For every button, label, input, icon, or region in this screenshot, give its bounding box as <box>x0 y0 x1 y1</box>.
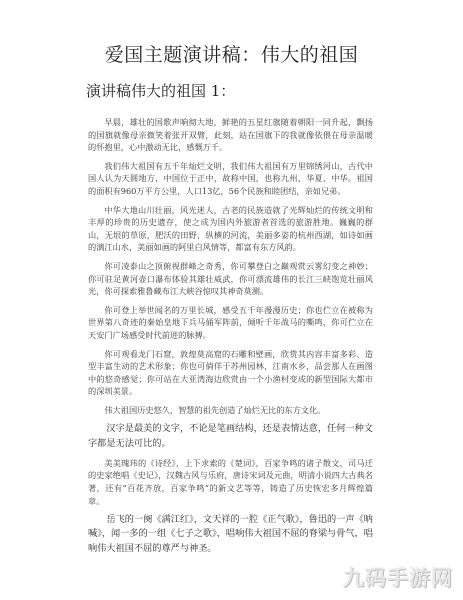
paragraph: 中华大地山川壮丽，风光迷人，古老的民族造就了光辉灿烂的传统文明和丰厚的珍贵的历史遗存，使之成为国内外旅游者首选的旅游胜地。巍巍的群山，无垠的草原，肥沃的田野，纵横的河流，美丽多姿的杭州西湖，如诗如画的漓江山水，美丽如画的阿里白风情等，都富有东方风韵。 <box>88 204 373 253</box>
paragraph: 伟大祖国历史悠久，智慧的祖先创造了灿烂无比的东方文化。 <box>104 404 326 415</box>
paragraph: 汉字是最美的文字，不论是笔画结构，还是表情达意，任何一种文字都是无法可比的。 <box>88 423 373 449</box>
paragraph: 早晨，雄壮的国歌声响彻大地，鲜艳的五星红旗随着朝阳一同升起，飘扬的国旗就像母亲微笑着张开双臂，此刻，站在国旗下的我就像依偎在母亲温暖的怀抱里，心中激动无比，感慨万千。 <box>88 117 373 153</box>
document-title: 爱国主题演讲稿：伟大的祖国 <box>104 44 359 66</box>
paragraph: 你可观看龙门石窟，敦煌莫高窟的石雕和壁画，欣赏其内容丰富多彩、造型丰富生动的艺术形象；你也可倘佯于苏州园林，江南水乡，品尝那人在画图中的悠奇感觉；你可站在大亚湾海边欣赏由一个小渔村变成的新型国际大都市的深圳美景。 <box>88 348 373 397</box>
section-heading: 演讲稿伟大的祖国 1： <box>86 82 236 100</box>
paragraph: 你可凌泰山之顶俯视群峰之奇秀，你可攀登白之巅观赏云雾幻变之神妙；你可驻足黄河壶口瀑布体验其雄壮威武，你可漂流雄伟的长江三峡饱览壮丽风光，你可探索雅鲁藏布江大峡谷惊叹其神奇莫测。 <box>88 260 373 297</box>
document-body <box>88 116 373 562</box>
paragraph: 你可登上举世闻名的万里长城，感受五千年漫漫历史；你也伫立在被称为世界第八奇迹的秦始皇地下兵马俑军阵前，倾听千年战马的嘶鸣，你可伫立在天安门广场感受时代前进的脉搏。 <box>88 304 373 340</box>
paragraph: 岳飞的一阕《满江红》，文天祥的一腔《正气歌》，鲁迅的一声《呐喊》，闻一多的一组《七子之歌》，唱响伟大祖国不屈的脊梁与骨气，唱响伟大祖国不屈的尊严与神圣。 <box>88 514 373 554</box>
site-watermark-logo: 九码手游网 <box>343 566 453 590</box>
paragraph: 美美瑰玮的《诗经》，上下求索的《楚词》，百家争鸣的诸子散文，司马迁的史家绝唱《史记》，汉魏古风与乐府，唐诗宋词及元曲，明清小说四大古典名著，还有“百花齐放，百家争鸣”的新文艺等等，铸造了历史恢宏多月辉煌篇章。 <box>88 457 373 506</box>
paragraph: 我们伟大祖国有五千年灿烂文明，我们伟大祖国有万里锦绣河山，古代中国人认为天圆地方，中国位于正中，故称中国，也称九州、华夏、中华。祖国的面积有960万平方公里，人口13亿，56个民族和睦团结，亲如兄弟。 <box>88 160 373 196</box>
